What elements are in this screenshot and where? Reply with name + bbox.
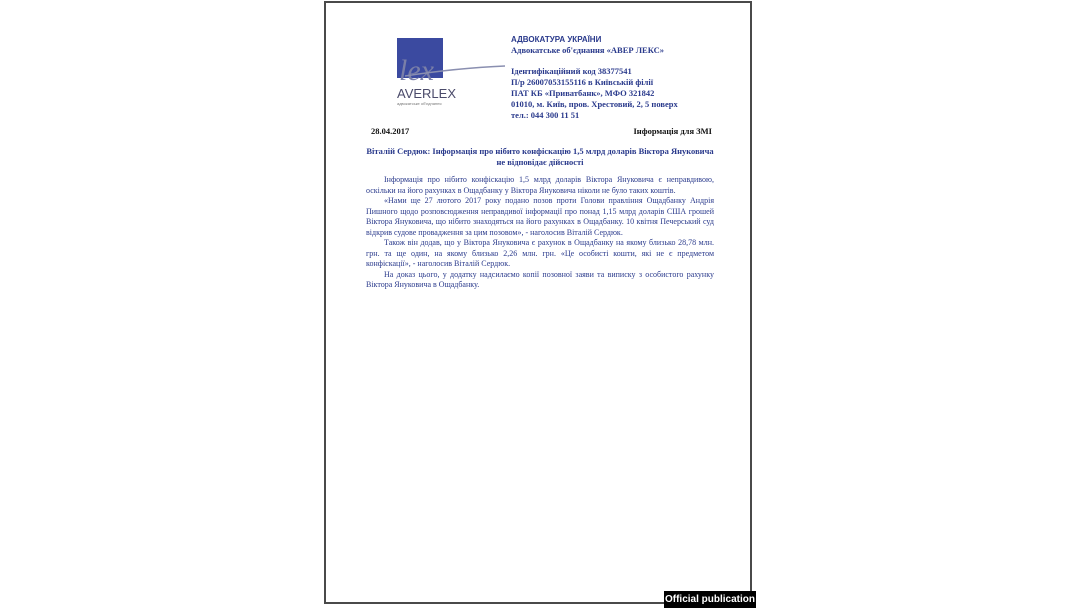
svg-text:AVERLEX: AVERLEX [397,86,457,101]
org-line-6: 01010, м. Київ, пров. Хрестовий, 2, 5 поверх [511,99,678,109]
paragraph-3: Також він додав, що у Віктора Януковича є рахунок в Ощадбанку на якому близько 28,78 млн. грн. та ще один, на якому близько 2,26 млн. грн. «Це особисті кошти, які не є предметом конфіскації», - наголосив Віталій Сердюк. [366,238,714,268]
org-line-2: Адвокатське об'єднання «АВЕР ЛЕКС» [511,45,665,55]
org-line-5: ПАТ КБ «Приватбанк», МФО 321842 [511,88,655,98]
org-line-4: П/р 26007053155116 в Київській філії [511,77,654,87]
org-line-1: АДВОКАТУРА УКРАЇНИ [511,35,602,44]
svg-text:адвокатське об'єднання: адвокатське об'єднання [397,101,442,106]
org-line-7: тел.: 044 300 11 51 [511,110,580,120]
document-body [366,175,714,291]
document-page [324,1,752,604]
official-publication-badge: Official publication [664,591,756,608]
org-line-3: Ідентифікаційний код 38377541 [511,66,632,76]
document-headline: Віталій Сердюк: Інформація про нібито конфіскацію 1,5 млрд доларів Віктора Януковича не відповідає дійсності [366,146,714,167]
paragraph-2: «Нами ще 27 лютого 2017 року подано позов проти Голови правління Ощадбанку Андрія Пишного щодо розповсюдження неправдивої інформації про понад 1,15 млрд доларів США грошей Віктора Януковича, що нібито знаходяться на його рахунках в Ощадбанку. 10 квітня Печерський суд відкрив судове провадження за цим позовом», - наголосив Віталій Сердюк. [366,196,714,237]
document-date: 28.04.2017 [371,126,410,136]
svg-text:lex: lex [399,54,434,87]
organization-header [511,34,678,121]
paragraph-4: На доказ цього, у додатку надсилаємо копії позовної заяви та виписку з особистого рахунку Віктора Януковича в Ощадбанку. [366,269,714,289]
averlex-logo [397,38,507,108]
paragraph-1: Інформація про нібито конфіскацію 1,5 млрд доларів Віктора Януковича є неправдивою, оскільки на його рахунках в Ощадбанку у Віктора Януковича ніколи не було таких коштів. [366,175,714,195]
info-label: Інформація для ЗМІ [633,126,712,136]
